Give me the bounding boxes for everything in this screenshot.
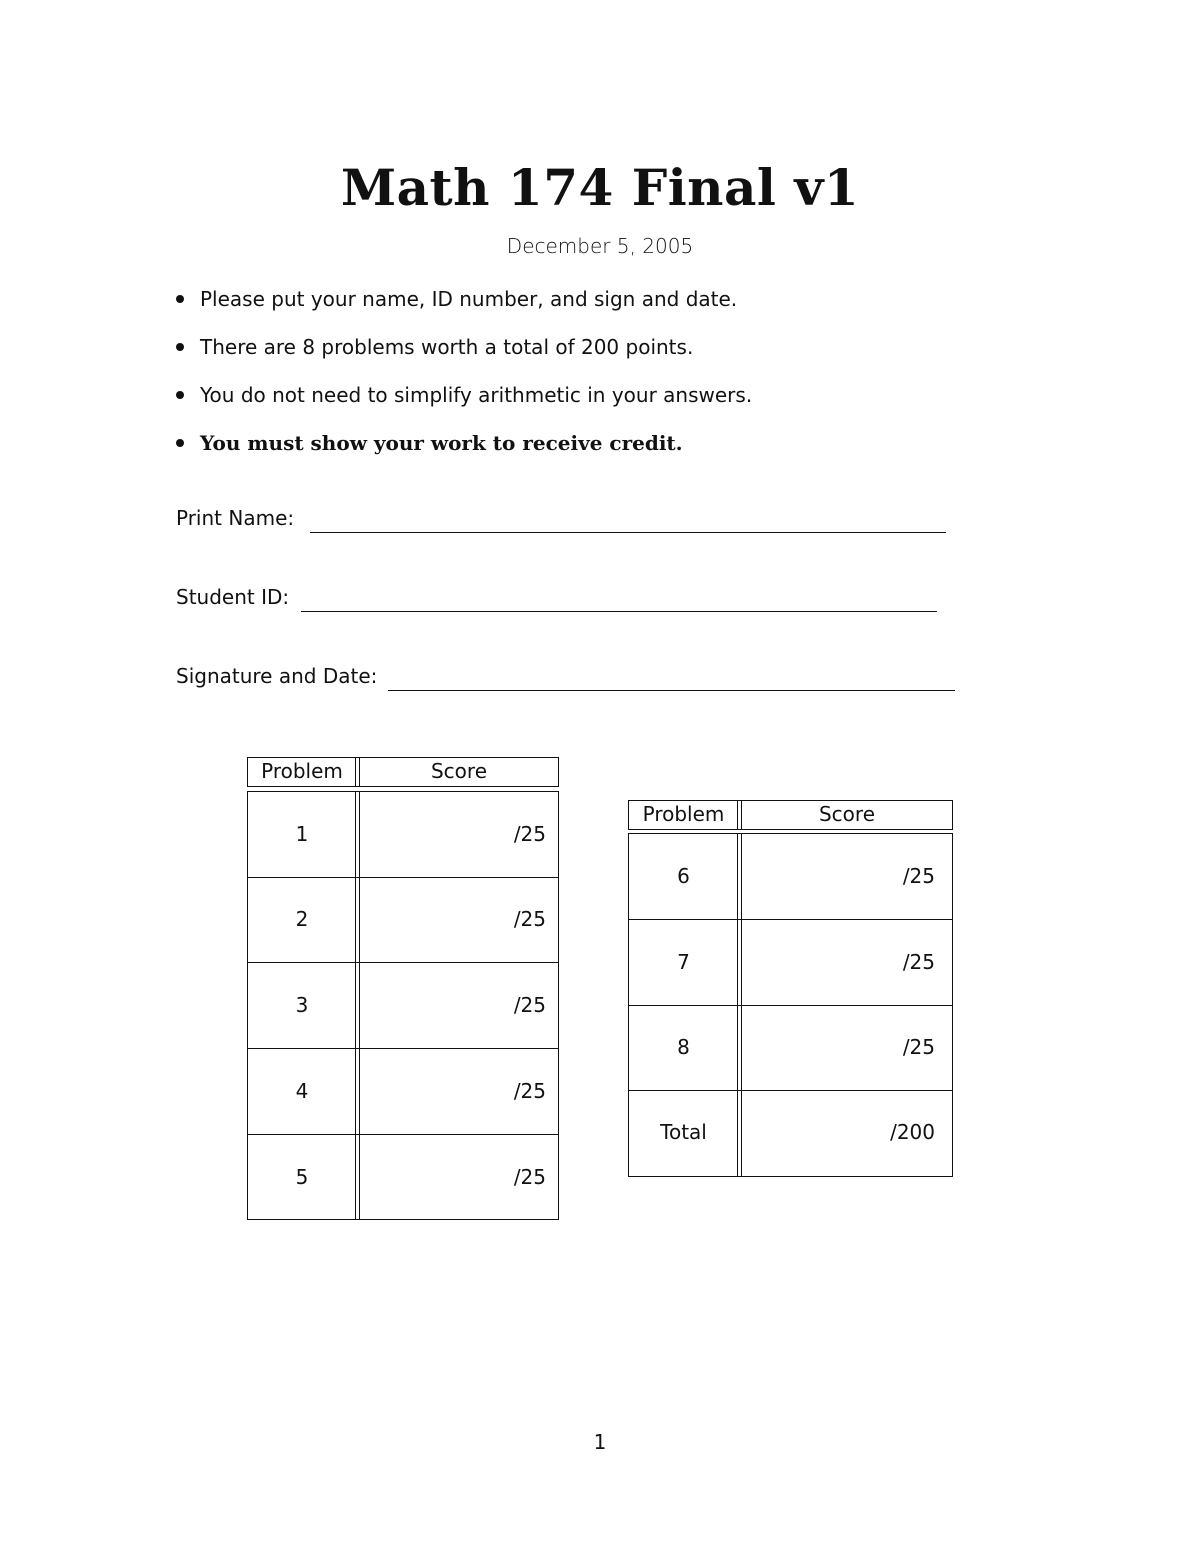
score-cell[interactable]: /25 xyxy=(902,950,935,974)
problem-number: 5 xyxy=(295,1165,309,1189)
problem-number: 2 xyxy=(295,907,309,931)
table-row xyxy=(248,877,558,963)
table-body xyxy=(628,833,953,1177)
instruction-item: There are 8 problems worth a total of 200 points. xyxy=(176,332,752,380)
student-id-field[interactable] xyxy=(176,585,956,617)
instruction-item: You must show your work to receive credit. xyxy=(176,428,752,476)
table-row xyxy=(248,792,558,878)
table-body xyxy=(247,791,559,1220)
bullet-icon xyxy=(176,391,184,399)
table-header xyxy=(628,800,953,830)
print-name-field[interactable] xyxy=(176,506,956,538)
score-table-right xyxy=(628,800,953,1177)
print-name-label: Print Name: xyxy=(176,506,295,530)
score-cell[interactable]: /25 xyxy=(513,907,546,931)
bullet-icon xyxy=(176,343,184,351)
student-id-label: Student ID: xyxy=(176,585,290,609)
problem-number: 1 xyxy=(295,822,309,846)
table-row xyxy=(629,1005,952,1091)
score-cell[interactable]: /25 xyxy=(513,993,546,1017)
problem-number: 6 xyxy=(677,864,690,888)
table-header xyxy=(247,757,559,787)
problem-number: 7 xyxy=(677,950,690,974)
table-row xyxy=(629,834,952,920)
student-id-line[interactable] xyxy=(301,611,937,612)
print-name-line[interactable] xyxy=(310,532,946,533)
col-problem-header: Problem xyxy=(261,759,343,783)
problem-number: 8 xyxy=(677,1035,690,1059)
bullet-icon xyxy=(176,439,184,447)
table-row xyxy=(629,920,952,1006)
table-row xyxy=(248,1135,558,1221)
col-problem-header: Problem xyxy=(642,802,725,826)
instructions-list xyxy=(176,284,752,476)
table-row xyxy=(248,963,558,1049)
problem-number: 4 xyxy=(295,1079,309,1103)
bullet-icon xyxy=(176,295,184,303)
score-cell[interactable]: /25 xyxy=(513,1079,546,1103)
problem-number: 3 xyxy=(295,993,309,1017)
signature-label: Signature and Date: xyxy=(176,664,378,688)
instruction-item: Please put your name, ID number, and sign and date. xyxy=(176,284,752,332)
col-score-header: Score xyxy=(818,802,875,826)
signature-line[interactable] xyxy=(388,690,955,691)
score-cell[interactable]: /25 xyxy=(902,1035,935,1059)
total-score-cell[interactable]: /200 xyxy=(890,1120,935,1144)
signature-field[interactable] xyxy=(176,664,956,696)
exam-title: Math 174 Final v1 xyxy=(340,158,860,217)
instruction-item: You do not need to simplify arithmetic in your answers. xyxy=(176,380,752,428)
page-number: 1 xyxy=(593,1430,607,1454)
score-cell[interactable]: /25 xyxy=(513,1165,546,1189)
table-row-total xyxy=(629,1090,952,1176)
total-label: Total xyxy=(660,1120,707,1144)
col-score-header: Score xyxy=(430,759,487,783)
score-cell[interactable]: /25 xyxy=(902,864,935,888)
score-table-left xyxy=(247,757,559,1220)
score-cell[interactable]: /25 xyxy=(513,822,546,846)
exam-date: December 5, 2005 xyxy=(506,234,694,258)
table-row xyxy=(248,1049,558,1135)
